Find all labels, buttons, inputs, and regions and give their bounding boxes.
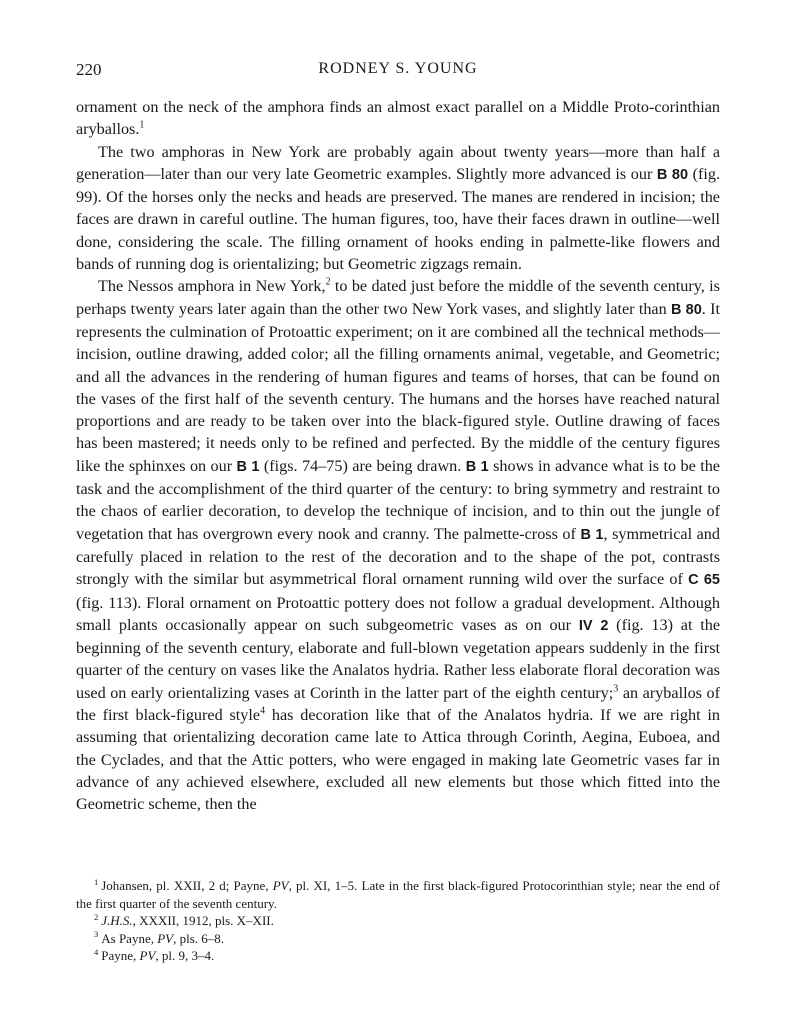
text-run: (figs. 74–75) are being drawn. [259, 456, 466, 475]
footnote-marker: 3 [613, 683, 619, 695]
footnote-2 [76, 912, 720, 930]
catalog-reference: IV 2 [578, 617, 609, 634]
text-run: , pl. 9, 3–4. [155, 948, 215, 963]
text-run: (fig. 13) at the beginning of the seventh century, elaborate and full-blown vegetation appears suddenly in the first quarter of the century on vases like the Analatos hydria. Rather less elaborate floral decoration was used on early orientalizing vases at Corinth in the latter part of the eighth century; [76, 615, 721, 702]
italic-citation: PV [139, 948, 156, 963]
footnote-number: 4 [94, 946, 99, 957]
catalog-reference: B 1 [580, 526, 604, 543]
text-run: shows in advance what is to be the task and the accomplishment of the third quarter of the century: to bring symmetry and restraint to the chaos of earlier decoration, to develop the technique of incision, and to thin out the jungle of vegetation that has overgrown every nook and cranny. The palmette-cross of [76, 456, 720, 543]
catalog-reference: C 65 [688, 572, 720, 589]
page-header [76, 60, 720, 84]
text-run: . It represents the culmination of Protoattic experiment; on it are combined all the technical methods—incision, outline drawing, added color; all the filling ornaments animal, vegetable, and Geometric; and all the advances in the rendering of human figures and teams of horses, that can be found on the vases of the first half of the seventh century. The humans and the horses have reached natural proportions and are ready to be taken over into the black-figured style. Outline drawing of faces has been mastered; it needs only to be refined and perfected. By the middle of the century figures like the sphinxes on our [76, 299, 720, 475]
text-run: to be dated just before the middle of the seventh century, is perhaps twenty years later again than the other two New York vases, and slightly later than [76, 277, 720, 318]
text-run: As Payne, [101, 930, 158, 946]
text-run: (fig. 99). Of the horses only the necks and heads are preserved. The manes are rendered in incision; the faces are drawn in careful outline. The human figures, too, have their faces drawn in outline—well done, considering the scale. The filling ornament of hooks ending in palmette-like flowers and bands of running dog is orientalizing; but Geometric zigzags remain. [76, 164, 720, 274]
body-text [76, 96, 720, 816]
text-run: has decoration like that of the Analatos hydria. If we are right in assuming that orientalizing decoration came late to Attica through Corinth, Aegina, Euboea, and the Cyclades, and that the Attic potters, who were engaged in making late Geometric vases far in advance of any achieved elsewhere, excluded all new elements but those which fitted into the Geometric scheme, then the [76, 706, 720, 814]
catalog-reference: B 80 [656, 166, 689, 183]
footnote-number: 3 [94, 929, 99, 940]
paragraph-nessos-amphora [76, 275, 720, 815]
text-run: , XXXII, 1912, pls. X–XII. [132, 913, 274, 928]
catalog-reference: B 80 [670, 301, 702, 318]
text-run: an aryballos of the first black-figured style [76, 683, 720, 725]
text-run: The two amphoras in New York are probably again about twenty years—more than half a generation—later than our very late Geometric examples. Slightly more advanced is our [76, 142, 720, 183]
footnote-4 [76, 947, 720, 965]
italic-citation: PV [272, 878, 289, 893]
text-run: ornament on the neck of the amphora finds an almost exact parallel on a Middle Proto-corinthian aryballos. [76, 98, 720, 139]
text-run: Payne, [101, 948, 140, 963]
footnote-marker: 1 [139, 119, 145, 131]
text-run: , pl. XI, 1–5. Late in the first black-figured Protocorinthian style; near the end of the first quarter of the seventh century. [76, 878, 720, 911]
footnote-marker: 2 [325, 276, 331, 288]
footnote-marker: 4 [260, 705, 266, 717]
page-number: 220 [76, 60, 102, 79]
italic-citation: PV [157, 930, 174, 946]
catalog-reference: B 1 [465, 458, 489, 475]
text-run: , symmetrical and carefully placed in relation to the rest of the decoration and to the shape of the pot, contrasts strongly with the similar but asymmetrical floral ornament running wild over the surface of [76, 524, 720, 589]
text-run: Johansen, pl. XXII, 2 d; Payne, [101, 878, 273, 893]
catalog-reference: B 1 [236, 458, 260, 475]
footnote-3 [76, 930, 720, 948]
text-run: (fig. 113). Floral ornament on Protoattic pottery does not follow a gradual development. Although small plants occasionally appear on such subgeometric vases as on our [76, 593, 720, 634]
paragraph-continuation [76, 96, 720, 141]
paragraph-new-york-amphoras [76, 141, 720, 276]
running-head: RODNEY S. YOUNG [318, 60, 478, 77]
footnote-number: 2 [94, 911, 99, 922]
italic-citation: J.H.S. [101, 913, 133, 928]
footnotes [76, 877, 720, 965]
footnote-1 [76, 877, 720, 912]
text-run: , pls. 6–8. [173, 930, 225, 946]
footnote-number: 1 [94, 876, 99, 887]
text-run: The Nessos amphora in New York, [98, 277, 326, 296]
